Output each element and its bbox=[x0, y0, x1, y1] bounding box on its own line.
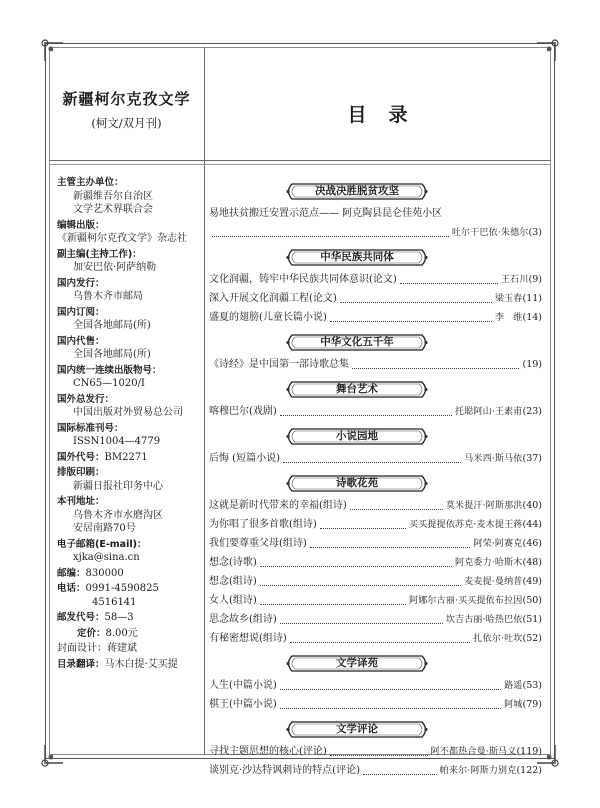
info-value: 加安巴依·阿萨纳勒 bbox=[73, 262, 157, 273]
section-title: 决战决胜脱贫攻坚 bbox=[315, 185, 399, 197]
entry-title: 深入开展文化润疆工程(论文) bbox=[209, 293, 337, 304]
entry-author: 路遥 bbox=[504, 681, 523, 691]
toc-entry bbox=[209, 764, 542, 778]
entry-page: (50) bbox=[522, 595, 542, 606]
magazine-subtitle: (柯文/双月刊) bbox=[91, 116, 162, 130]
entry-title: 这就是新时代带来的幸福(组诗) bbox=[209, 500, 347, 511]
leader-dots bbox=[260, 585, 461, 586]
info-value: ISSN1004—4779 bbox=[73, 436, 161, 447]
toc-entry bbox=[209, 292, 542, 306]
leader-dots bbox=[363, 774, 437, 775]
info-block bbox=[57, 611, 202, 625]
leader-dots bbox=[290, 642, 471, 643]
entry-author: 帕来尔·阿斯力别克 bbox=[439, 766, 517, 776]
leader-dots bbox=[330, 755, 428, 756]
section-title: 中华文化五千年 bbox=[320, 336, 394, 348]
toc-entry bbox=[209, 207, 542, 221]
leader-dots bbox=[320, 528, 406, 529]
info-value: CN65—1020/I bbox=[73, 378, 145, 389]
entry-title: 盛夏的翅膀(儿童长篇小说) bbox=[209, 312, 327, 323]
toc-entry bbox=[209, 358, 542, 372]
info-block bbox=[57, 658, 202, 672]
info-label: 编辑出版： bbox=[57, 219, 105, 231]
toc-entry bbox=[209, 613, 542, 627]
info-label: 国际标准刊号： bbox=[57, 422, 124, 434]
entry-page: (11) bbox=[522, 293, 542, 304]
info-block bbox=[57, 335, 202, 362]
info-label: 国内发行： bbox=[57, 277, 105, 289]
entry-title: 有秘密想说(组诗) bbox=[209, 633, 287, 644]
info-value: 830000 bbox=[85, 567, 124, 579]
info-block bbox=[57, 422, 202, 449]
corner-ornament-top-right bbox=[533, 39, 559, 65]
toc-entry bbox=[209, 632, 542, 646]
toc-entry bbox=[209, 679, 542, 693]
section-title: 诗歌花苑 bbox=[336, 477, 378, 489]
section-title: 舞台艺术 bbox=[336, 383, 378, 395]
entry-page: (53) bbox=[522, 680, 542, 691]
toc-entry bbox=[209, 537, 542, 551]
entry-author: 阿城 bbox=[504, 700, 523, 710]
section-header bbox=[284, 475, 430, 492]
toc-title: 目录 bbox=[347, 104, 430, 126]
info-block bbox=[57, 582, 202, 609]
info-block bbox=[57, 642, 202, 656]
entry-author: 买买提提依苏克·麦木提王蒋 bbox=[409, 520, 523, 530]
info-value: 全国各地邮局(所) bbox=[73, 349, 151, 360]
info-block bbox=[57, 306, 202, 333]
info-value: 0991-4590825 bbox=[85, 583, 159, 594]
leader-dots bbox=[310, 547, 471, 548]
toc-entry bbox=[209, 499, 542, 513]
info-block bbox=[57, 451, 202, 465]
info-block bbox=[57, 495, 202, 536]
section-title: 文学评论 bbox=[336, 723, 378, 735]
entry-author: 麦麦提·曼纳普 bbox=[464, 577, 523, 587]
info-label: 主管主办单位： bbox=[57, 177, 124, 188]
info-label: 本刊地址： bbox=[57, 496, 105, 507]
entry-title: 为你唱了很多首歌(组诗) bbox=[209, 519, 317, 530]
info-value: 乌鲁木齐市水磨沟区 bbox=[73, 509, 163, 521]
info-block bbox=[57, 538, 202, 565]
entry-page: (37) bbox=[522, 453, 542, 464]
leader-dots bbox=[340, 302, 492, 303]
section-header bbox=[284, 655, 430, 672]
entry-page: (51) bbox=[522, 614, 542, 625]
leader-dots bbox=[260, 604, 406, 605]
entry-title: 后悔 (短篇小说) bbox=[209, 453, 280, 464]
entry-page: (14) bbox=[522, 312, 542, 323]
leader-dots bbox=[280, 623, 443, 624]
info-block bbox=[57, 277, 202, 304]
entry-author: 梁玉春 bbox=[494, 294, 523, 304]
info-value: 4516141 bbox=[92, 596, 137, 608]
leader-dots bbox=[280, 708, 501, 709]
entry-page: (23) bbox=[522, 406, 542, 417]
info-value: 新疆维吾尔自治区 bbox=[73, 190, 153, 202]
entry-author: 坎吉古丽·哈热巴依 bbox=[445, 615, 523, 625]
leader-dots bbox=[330, 321, 492, 322]
toc-entry bbox=[209, 556, 542, 570]
section-header bbox=[284, 381, 430, 398]
entry-page: (40) bbox=[522, 500, 542, 511]
publication-info bbox=[57, 176, 202, 673]
info-label: 国外总发行： bbox=[57, 393, 115, 405]
info-value: 安居南路70号 bbox=[73, 523, 136, 534]
toc-entry bbox=[209, 405, 542, 419]
toc-entry bbox=[209, 311, 542, 325]
info-label: 国外代号： bbox=[57, 451, 105, 463]
info-value: 马木白提·艾买提 bbox=[104, 658, 178, 670]
entry-title: 棋王(中篇小说) bbox=[209, 699, 277, 710]
info-block bbox=[57, 176, 202, 217]
entry-page: (48) bbox=[522, 557, 542, 568]
info-label: 封面设计： bbox=[57, 643, 107, 654]
entry-page: (19) bbox=[522, 359, 542, 370]
entry-page: (52) bbox=[522, 633, 542, 644]
entry-page: (119) bbox=[516, 746, 542, 757]
info-value: 《新疆柯尔克孜文学》杂志社 bbox=[57, 233, 187, 244]
toc-entry bbox=[209, 698, 542, 712]
info-label: 定价： bbox=[77, 627, 106, 639]
entry-title: 寻找主题思想的核心(评论) bbox=[209, 746, 327, 757]
entry-author: 莫米提汗·阿斯那洪 bbox=[445, 501, 523, 511]
toc-entry bbox=[209, 518, 542, 532]
info-value: 全国各地邮局(所) bbox=[73, 320, 151, 331]
masthead-divider-right bbox=[204, 160, 551, 161]
info-label: 国内代售： bbox=[57, 335, 105, 347]
entry-page: (3) bbox=[528, 227, 542, 238]
info-label: 目录翻译： bbox=[57, 658, 105, 670]
magazine-title: 新疆柯尔克孜文学 bbox=[62, 90, 191, 108]
toc-entry bbox=[209, 452, 542, 466]
entry-author: 阿荣·阿赛克 bbox=[473, 539, 523, 549]
info-block bbox=[57, 364, 202, 391]
info-value: 乌鲁木齐市邮局 bbox=[73, 291, 143, 302]
info-value: 58—3 bbox=[104, 612, 134, 623]
section-header bbox=[284, 183, 430, 200]
info-block bbox=[57, 466, 202, 493]
info-label: 邮编： bbox=[57, 567, 86, 579]
info-value: 新疆日报社印务中心 bbox=[73, 480, 163, 492]
entry-page: (44) bbox=[522, 519, 542, 530]
entry-title: 想念(诗歌) bbox=[209, 557, 257, 568]
entry-page: (46) bbox=[522, 538, 542, 549]
toc-entry bbox=[209, 594, 542, 608]
masthead-divider-right-thin bbox=[204, 164, 551, 165]
info-block bbox=[57, 627, 202, 641]
entry-title: 谈别克·沙达特讽刺诗的特点(评论) bbox=[209, 765, 360, 776]
entry-title: 人生(中篇小说) bbox=[209, 680, 277, 691]
entry-author: 阿克委力·哈斯木 bbox=[455, 558, 523, 568]
toc-entry bbox=[209, 575, 542, 589]
section-title: 中华民族共同体 bbox=[320, 251, 394, 263]
entry-author: 扎依尔·吐坎 bbox=[473, 634, 523, 644]
entry-page: (9) bbox=[528, 274, 542, 285]
info-block bbox=[57, 393, 202, 420]
toc-entry bbox=[209, 226, 542, 240]
info-value: BM2271 bbox=[104, 451, 148, 463]
leader-dots bbox=[400, 283, 498, 284]
leader-dots bbox=[283, 462, 461, 463]
leader-dots bbox=[352, 368, 519, 369]
info-label: 邮发代号： bbox=[57, 612, 105, 623]
info-block bbox=[57, 219, 202, 246]
corner-ornament-bottom-left bbox=[41, 741, 67, 767]
toc-entry bbox=[209, 745, 542, 759]
entry-title: 喀穆巴尔(戏剧) bbox=[209, 406, 277, 417]
entry-title: 我们要尊重父母(组诗) bbox=[209, 538, 307, 549]
masthead-divider-left bbox=[49, 160, 204, 161]
info-label: 电子邮箱(E-mail)： bbox=[57, 538, 147, 550]
info-block bbox=[57, 248, 202, 275]
entry-author: 吐尔干巴依·朱德尔 bbox=[451, 228, 529, 238]
section-header bbox=[284, 428, 430, 445]
info-value: 蒋建斌 bbox=[107, 643, 137, 654]
masthead-divider-left-thin bbox=[49, 164, 204, 165]
entry-page: (79) bbox=[522, 699, 542, 710]
info-value: 8.00元 bbox=[105, 627, 138, 639]
section-header bbox=[284, 334, 430, 351]
leader-dots bbox=[280, 415, 452, 416]
info-value: 文学艺术界联合会 bbox=[73, 204, 153, 215]
info-label: 排版印刷： bbox=[57, 467, 105, 478]
info-label: 国内统一连续出版物号： bbox=[57, 364, 162, 376]
entry-author: 王石川 bbox=[500, 275, 529, 285]
column-divider bbox=[204, 47, 205, 755]
entry-page: (49) bbox=[522, 576, 542, 587]
info-block bbox=[57, 567, 202, 581]
entry-title: 想念(组诗) bbox=[209, 576, 257, 587]
entry-title: 文化润疆，铸牢中华民族共同体意识(论文) bbox=[209, 274, 397, 285]
info-label: 国内订阅： bbox=[57, 306, 105, 318]
info-value: 中国出版对外贸易总公司 bbox=[73, 407, 183, 418]
leader-dots bbox=[350, 509, 443, 510]
toc-entry bbox=[209, 273, 542, 287]
entry-author: 阿娜尔古丽·买买提依布拉因 bbox=[409, 596, 523, 606]
leader-dots bbox=[212, 236, 449, 237]
leader-dots bbox=[260, 566, 452, 567]
info-label: 电话： bbox=[57, 583, 86, 594]
entry-title: 《诗经》是中国第一部诗歌总集 bbox=[209, 359, 349, 370]
corner-ornament-top-left bbox=[41, 39, 67, 65]
entry-page: (122) bbox=[516, 765, 542, 776]
entry-author: 阿不都热合曼·斯马义 bbox=[430, 747, 517, 757]
entry-author: 马米西·斯马依 bbox=[464, 454, 523, 464]
section-header bbox=[284, 721, 430, 738]
entry-author: 托聪阿山·王素甫 bbox=[455, 407, 523, 417]
entry-title: 女人(组诗) bbox=[209, 595, 257, 606]
info-label: 副主编(主持工作)： bbox=[57, 248, 142, 260]
leader-dots bbox=[280, 689, 501, 690]
info-value: xjka@sina.cn bbox=[73, 552, 140, 563]
section-header bbox=[284, 249, 430, 266]
entry-title: 易地扶贫搬迁安置示范点—— 阿克陶县昆仑佳苑小区 bbox=[209, 208, 443, 219]
entry-author: 李 维 bbox=[494, 313, 523, 323]
section-title: 小说园地 bbox=[336, 430, 378, 442]
entry-title: 思念故乡(组诗) bbox=[209, 614, 277, 625]
section-title: 文学译苑 bbox=[336, 657, 378, 669]
